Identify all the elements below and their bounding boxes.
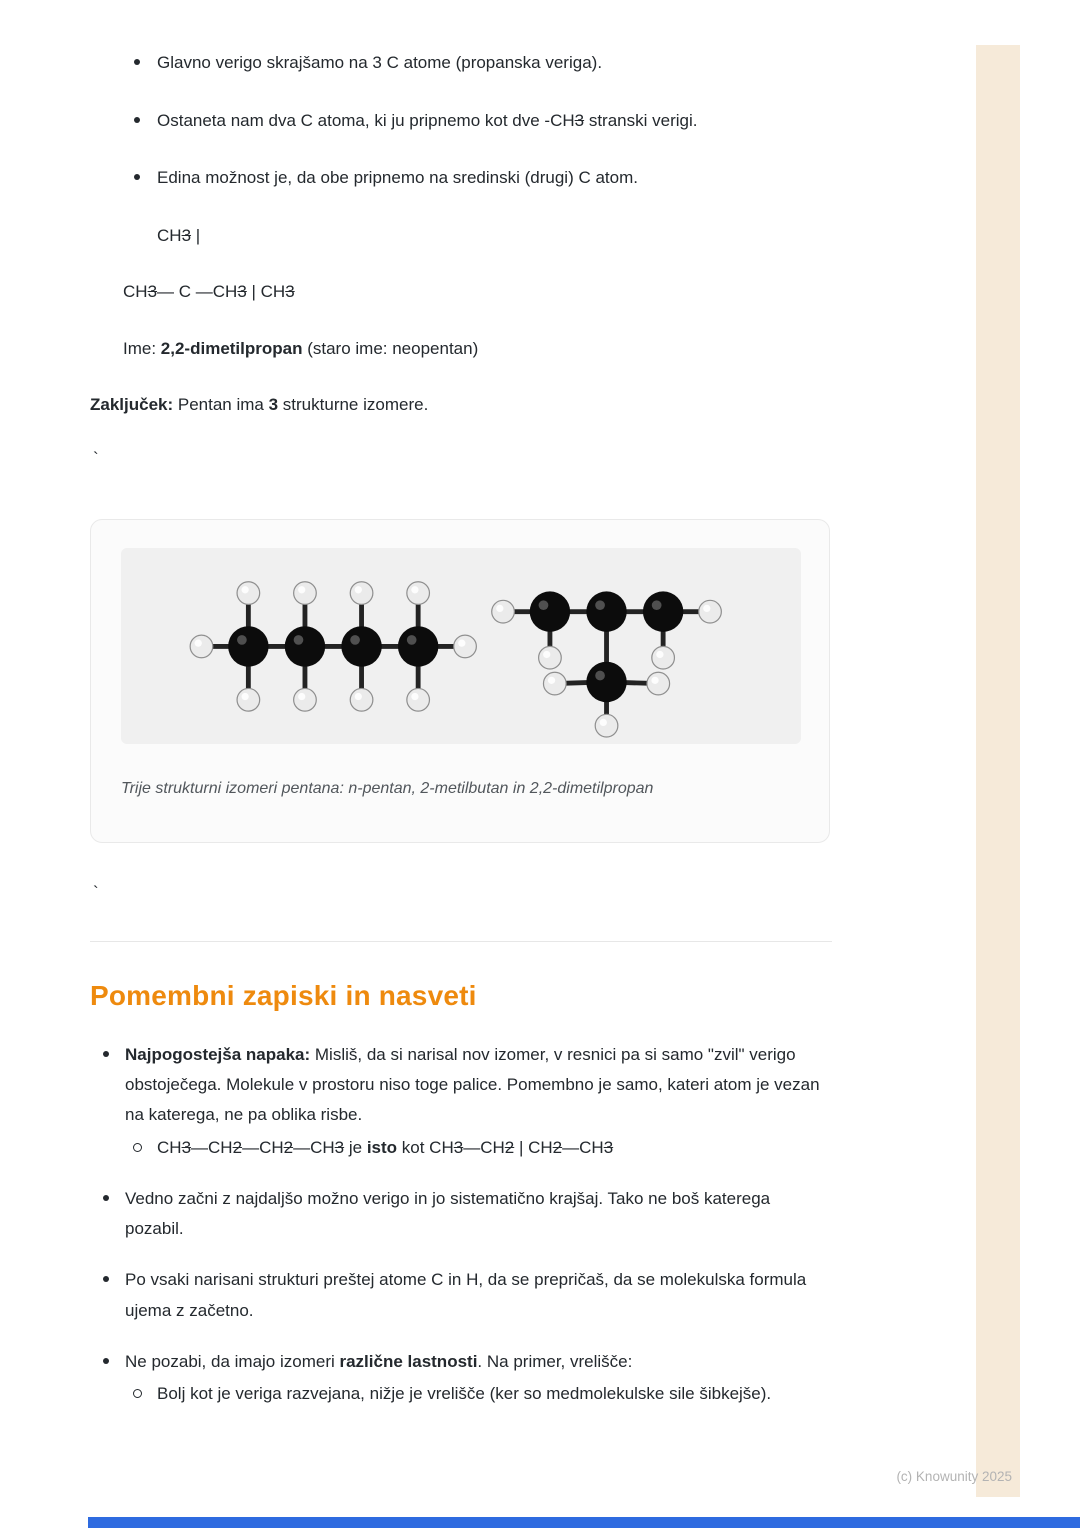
formula-line-indented: CH3 |	[157, 225, 201, 245]
figure-caption: Trije strukturni izomeri pentana: n-pentan, 2-metilbutan in 2,2-dimetilpropan	[121, 779, 654, 797]
molecule-image	[121, 548, 801, 744]
sub-bullet-item: Bolj kot je veriga razvejana, nižje je vrelišče (ker so medmolekulske sile šibkejše).	[90, 1379, 832, 1409]
conclusion-line: Zaključek: Pentan ima 3 strukturne izomere.	[90, 395, 429, 414]
notes-bullet-list	[90, 1040, 832, 1410]
section-divider	[90, 941, 832, 942]
bottom-accent-bar	[88, 1517, 1080, 1528]
copyright-credit: (c) Knowunity 2025	[896, 1469, 1012, 1484]
bullet-item: Edina možnost je, da obe pripnemo na sredinski (drugi) C atom.	[90, 165, 832, 191]
figure-card	[90, 519, 830, 843]
stray-backtick-2: `	[93, 882, 99, 902]
bullet-item: Ostaneta nam dva C atoma, ki ju pripnemo kot dve -CH3 stranski verigi.	[90, 108, 832, 134]
content-column	[90, 0, 832, 1409]
bullet-item: Najpogostejša napaka: Misliš, da si narisal nov izomer, v resnici pa si samo "zvil" verigo obstoječega. Molekule v prostoru niso toge palice. Pomembno je samo, kateri atom je vezan na katerega, ne pa oblika risbe.	[90, 1040, 832, 1131]
formula-line-main: CH3— C —CH3 | CH3	[123, 282, 295, 301]
top-bullet-list	[90, 50, 832, 191]
stray-backtick-1: `	[93, 448, 99, 468]
side-decoration-stripe	[976, 45, 1020, 1497]
bullet-item: Glavno verigo skrajšamo na 3 C atome (propanska veriga).	[90, 50, 832, 76]
molecule-models-graphic	[131, 551, 791, 741]
compound-name-line: Ime: 2,2-dimetilpropan (staro ime: neopentan)	[123, 338, 479, 358]
bullet-item: Ne pozabi, da imajo izomeri različne lastnosti. Na primer, vrelišče:	[90, 1347, 832, 1377]
bullet-item: Vedno začni z najdaljšo možno verigo in jo sistematično krajšaj. Tako ne boš katerega pozabil.	[90, 1184, 832, 1245]
bullet-item: Po vsaki narisani strukturi preštej atome C in H, da se prepričaš, da se molekulska formula ujema z začetno.	[90, 1265, 832, 1326]
section-heading: Pomembni zapiski in nasveti	[90, 979, 477, 1011]
sub-bullet-item: CH3—CH2—CH2—CH3 je isto kot CH3—CH2 | CH2—CH3	[90, 1133, 832, 1163]
